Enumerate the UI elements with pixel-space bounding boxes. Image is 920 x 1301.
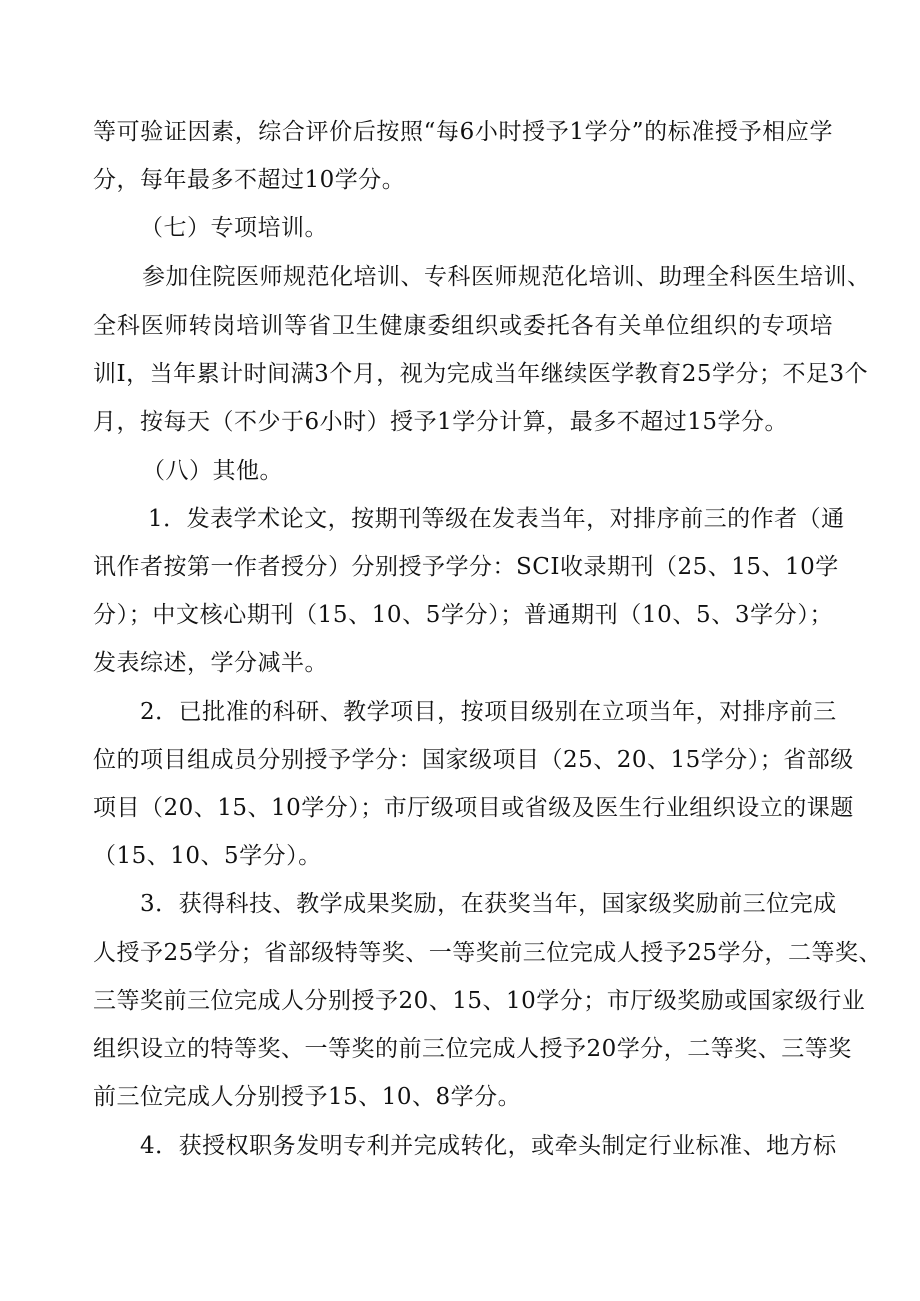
text-line: 参加住院医师规范化培训、专科医师规范化培训、助理全科医生培训、 <box>142 264 871 290</box>
section-heading-7: （七）专项培训。 <box>140 215 328 241</box>
text-line: 分）；中文核心期刊（15、10、5学分）；普通期刊（10、5、3学分）； <box>93 602 833 628</box>
text-line: 前三位完成人分别授予15、10、8学分。 <box>93 1084 522 1110</box>
text-line: 位的项目组成员分别授予学分：国家级项目（25、20、15学分）；省部级 <box>93 747 854 773</box>
text-line: （15、10、5学分）。 <box>93 843 322 869</box>
text-line: 3．获得科技、教学成果奖励，在获奖当年，国家级奖励前三位完成 <box>140 891 837 917</box>
text-line: 全科医师转岗培训等省卫生健康委组织或委托各有关单位组织的专项培 <box>93 313 833 339</box>
text-line: 分，每年最多不超过10学分。 <box>93 167 406 193</box>
text-line: 等可验证因素，综合评价后按照“每6小时授予1学分”的标准授予相应学 <box>93 119 833 145</box>
text-line: 讯作者按第一作者授分）分别授予学分：SCI收录期刊（25、15、10学 <box>93 554 839 580</box>
text-line: 组织设立的特等奖、一等奖的前三位完成人授予20学分，二等奖、三等奖 <box>93 1036 852 1062</box>
text-line: 项目（20、15、10学分）；市厅级项目或省级及医生行业组织设立的课题 <box>93 795 854 821</box>
text-line: 月，按每天（不少于6小时）授予1学分计算，最多不超过15学分。 <box>93 409 789 435</box>
text-line: 发表综述，学分减半。 <box>93 650 328 676</box>
text-line: 三等奖前三位完成人分别授予20、15、10学分；市厅级奖励或国家级行业 <box>93 988 866 1014</box>
text-line: 4．获授权职务发明专利并完成转化，或牵头制定行业标准、地方标 <box>140 1133 837 1159</box>
text-line: 人授予25学分；省部级特等奖、一等奖前三位完成人授予25学分，二等奖、 <box>93 940 883 966</box>
text-line: 训I，当年累计时间满3个月，视为完成当年继续医学教育25学分；不足3个 <box>93 361 869 387</box>
text-line: 1．发表学术论文，按期刊等级在发表当年，对排序前三的作者（通 <box>148 506 845 532</box>
section-heading-8: （八）其他。 <box>142 458 283 484</box>
text-line: 2．已批准的科研、教学项目，按项目级别在立项当年，对排序前三 <box>140 699 837 725</box>
